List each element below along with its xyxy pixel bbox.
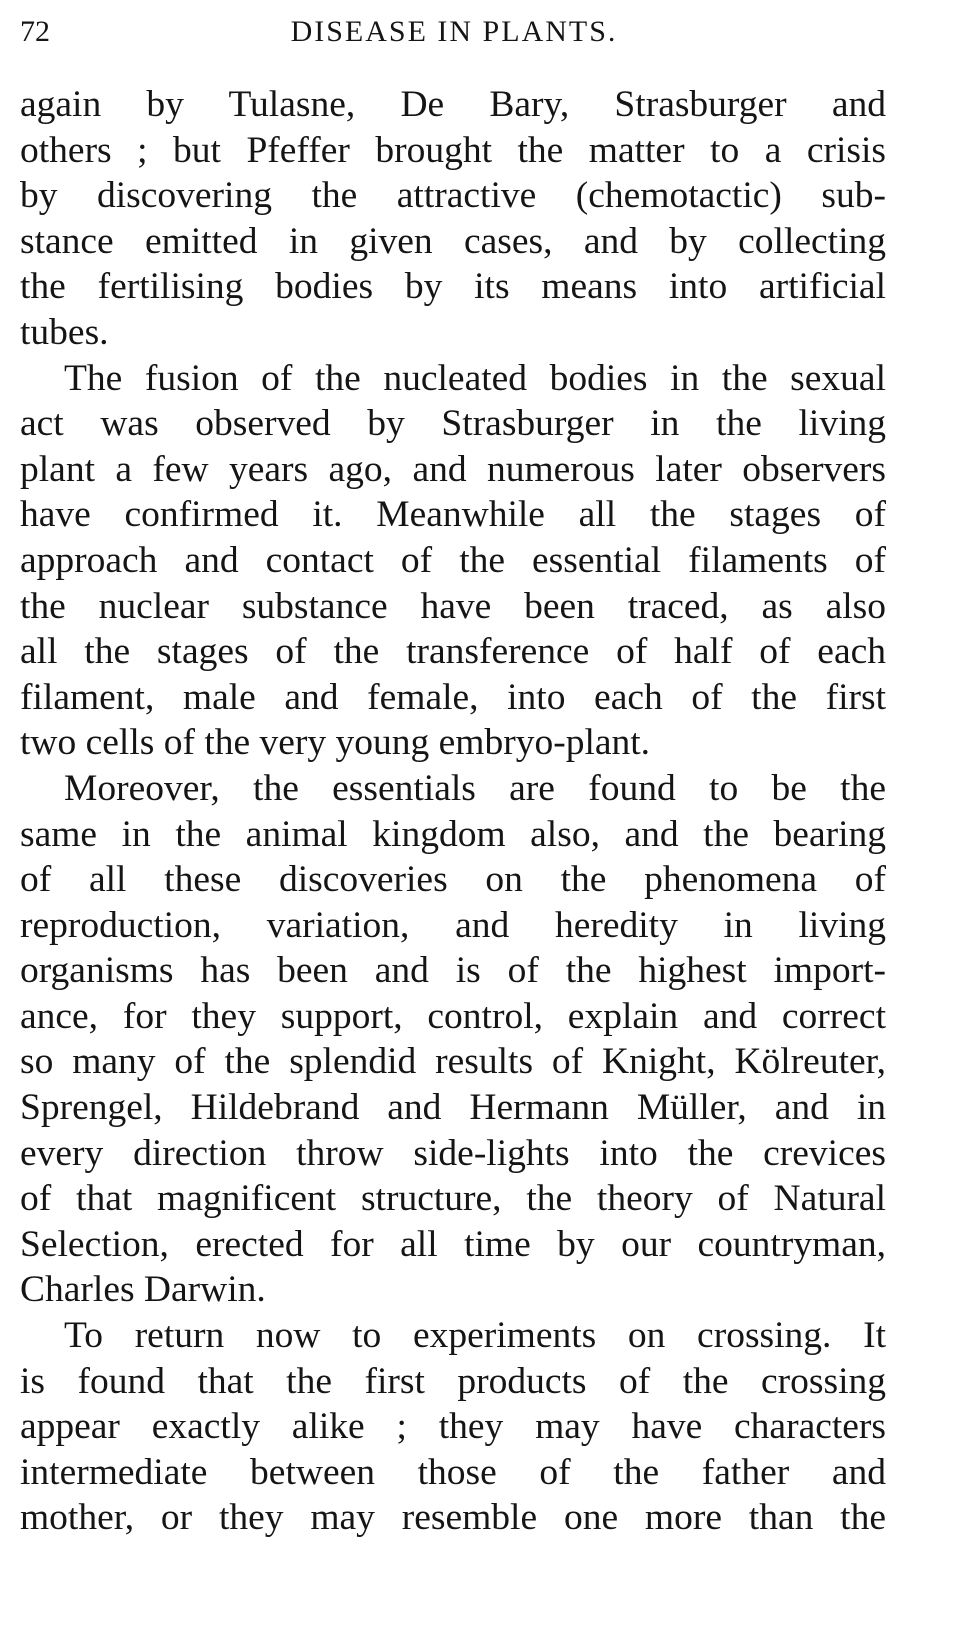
text-line: same in the animal kingdom also, and the bearing	[20, 813, 886, 855]
running-head	[20, 12, 888, 52]
text-line: the nuclear substance have been traced, as also	[20, 585, 886, 627]
text-line: all the stages of the transference of half of each	[20, 631, 886, 673]
text-line: plant a few years ago, and numerous later observers	[20, 448, 886, 490]
text-line: ance, for they support, control, explain and correct	[20, 995, 886, 1037]
text-line: appear exactly alike ; they may have characters	[20, 1406, 886, 1448]
text-line: mother, or they may resemble one more than the	[20, 1497, 886, 1539]
text-line: by discovering the attractive (chemotactic) sub-	[20, 175, 886, 217]
text-line: intermediate between those of the father and	[20, 1451, 886, 1493]
text-line: is found that the first products of the crossing	[20, 1360, 886, 1402]
paragraph-first-line: Moreover, the essentials are found to be the	[64, 767, 886, 809]
paragraph-first-line: The fusion of the nucleated bodies in the sexual	[64, 357, 886, 399]
paragraph-first-line: To return now to experiments on crossing. It	[64, 1315, 886, 1357]
text-line: reproduction, variation, and heredity in living	[20, 904, 886, 946]
text-line: the fertilising bodies by its means into artificial	[20, 266, 886, 308]
text-line: of all these discoveries on the phenomena of	[20, 859, 886, 901]
text-line: organisms has been and is of the highest import-	[20, 950, 886, 992]
text-line: others ; but Pfeffer brought the matter to a crisis	[20, 129, 886, 171]
page-number: 72	[20, 15, 50, 48]
text-line: two cells of the very young embryo-plant.	[20, 722, 651, 764]
text-line: have confirmed it. Meanwhile all the stages of	[20, 494, 886, 536]
text-line: Sprengel, Hildebrand and Hermann Müller, and in	[20, 1087, 886, 1129]
text-line: tubes.	[20, 311, 109, 353]
text-line: approach and contact of the essential filaments of	[20, 539, 886, 581]
running-title: DISEASE IN PLANTS.	[290, 15, 618, 48]
text-line: act was observed by Strasburger in the living	[20, 403, 886, 445]
text-line: so many of the splendid results of Knight, Kölreuter,	[20, 1041, 886, 1083]
text-line: stance emitted in given cases, and by collecting	[20, 220, 886, 262]
text-line: Selection, erected for all time by our countryman,	[20, 1223, 886, 1265]
body-text	[20, 82, 886, 1541]
text-line: filament, male and female, into each of the first	[20, 676, 886, 718]
text-line: again by Tulasne, De Bary, Strasburger and	[20, 84, 886, 125]
text-line: Charles Darwin.	[20, 1269, 266, 1311]
text-line: every direction throw side-lights into the crevices	[20, 1132, 886, 1174]
text-line: of that magnificent structure, the theory of Natural	[20, 1178, 886, 1220]
